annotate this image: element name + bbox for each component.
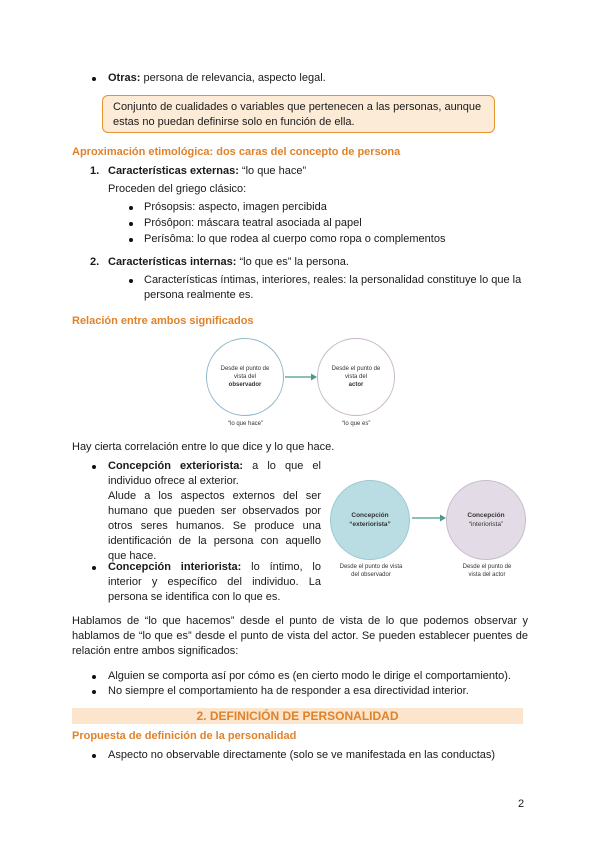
observador-circle	[206, 338, 284, 416]
sub1-item: Prósopsis: aspecto, imagen percibida	[144, 201, 327, 213]
bullet-dot	[92, 690, 96, 694]
bullet-dot	[92, 754, 96, 758]
relacion-arrow	[285, 372, 317, 382]
otras-text: persona de relevancia, aspecto legal.	[140, 72, 326, 84]
int-circle-title: Concepción	[467, 512, 505, 519]
bullet-dot	[129, 238, 133, 242]
item1-number: 1.	[90, 165, 100, 177]
ext-circle-title: Concepción	[351, 512, 389, 519]
concepcion-exteriorista	[108, 459, 321, 564]
circle1-bold: observador	[228, 382, 262, 388]
sub2-item: Características íntimas, interiores, reales: la personalidad constituye lo que la persona realmente es.	[144, 274, 522, 301]
ext-circle-caption: Desde el punto de vista del observador	[339, 564, 403, 578]
bullet-dot	[92, 675, 96, 679]
interiorista-circle	[446, 480, 526, 560]
concepcion-arrow	[412, 513, 446, 523]
bullet-dot	[92, 465, 96, 469]
page-number: 2	[518, 798, 525, 810]
item2-label: Características internas:	[108, 256, 237, 268]
item1-line	[108, 164, 306, 179]
puente-item: Alguien se comporta así por cómo es (en cierto modo le dirige el comportamiento).	[108, 670, 511, 682]
propuesta-heading: Propuesta de definición de la personalidad	[72, 730, 297, 742]
int-circle-sub: “interiorista”	[468, 521, 504, 528]
actor-circle	[317, 338, 395, 416]
int-text: lo íntimo, lo interior y específico del individuo. La persona se identifica con lo que es.	[108, 561, 321, 603]
int-label: Concepción interiorista:	[108, 561, 242, 573]
proceden-text: Proceden del griego clásico:	[108, 183, 247, 195]
bullet-dot	[129, 206, 133, 210]
ext-label: Concepción exteriorista:	[108, 460, 244, 472]
definition-callout	[102, 95, 495, 133]
puente-item: No siempre el comportamiento ha de responder a esa directividad interior.	[108, 685, 469, 697]
bullet-dot	[129, 279, 133, 283]
item2-number: 2.	[90, 256, 100, 268]
item1-label: Características externas:	[108, 165, 239, 177]
otras-label: Otras:	[108, 72, 141, 84]
int-circle-caption: Desde el punto de vista del actor	[462, 564, 512, 578]
caption-lo-que-es: “lo que es”	[342, 421, 371, 427]
exteriorista-circle	[330, 480, 410, 560]
ext-circle-sub: “exteriorista”	[349, 521, 391, 528]
concepcion-interiorista	[108, 560, 321, 605]
sub1-item: Perísôma: lo que rodea al cuerpo como ropa o complementos	[144, 233, 446, 245]
circle2-text: Desde el punto de vista del	[331, 366, 381, 380]
sub1-item: Prósôpon: máscara teatral asociada al papel	[144, 217, 362, 229]
correlacion-text: Hay cierta correlación entre lo que dice y lo que hace.	[72, 441, 335, 453]
callout-text: Conjunto de cualidades o variables que pertenecen a las personas, aunque estas no puedan definirse solo en función de ella.	[113, 101, 482, 128]
hablamos-paragraph: Hablamos de “lo que hacemos” desde el punto de vista de lo que podemos observar y hablamos de “lo que es” desde el punto de vista del actor. Se pueden establecer puentes de relación entre ambos significados:	[72, 615, 528, 657]
circle1-text: Desde el punto de vista del	[220, 366, 270, 380]
section2-bullet: Aspecto no observable directamente (solo se ve manifestada en las conductas)	[108, 749, 496, 761]
bullet-dot	[92, 566, 96, 570]
circle2-bold: actor	[348, 382, 364, 388]
bullet-dot	[129, 222, 133, 226]
item2-line	[108, 255, 349, 270]
ext-text: a lo que el individuo ofrece al exterior.	[108, 460, 321, 487]
section-definicion-bar	[72, 708, 523, 724]
item2-text: “lo que es” la persona.	[236, 256, 349, 268]
relacion-heading: Relación entre ambos significados	[72, 315, 254, 327]
otras-line	[108, 71, 528, 86]
etimologia-heading: Aproximación etimológica: dos caras del concepto de persona	[72, 146, 401, 158]
bullet-dot	[92, 77, 96, 81]
ext-paragraph: Alude a los aspectos externos del ser humano que pueden ser observados por otros seres humanos. Se produce una identificación de la persona con aquello que hace.	[108, 490, 321, 562]
item1-text: “lo que hace”	[238, 165, 307, 177]
section-title: 2. DEFINICIÓN DE PERSONALIDAD	[196, 709, 399, 723]
caption-lo-que-hace: “lo que hace”	[228, 421, 264, 427]
